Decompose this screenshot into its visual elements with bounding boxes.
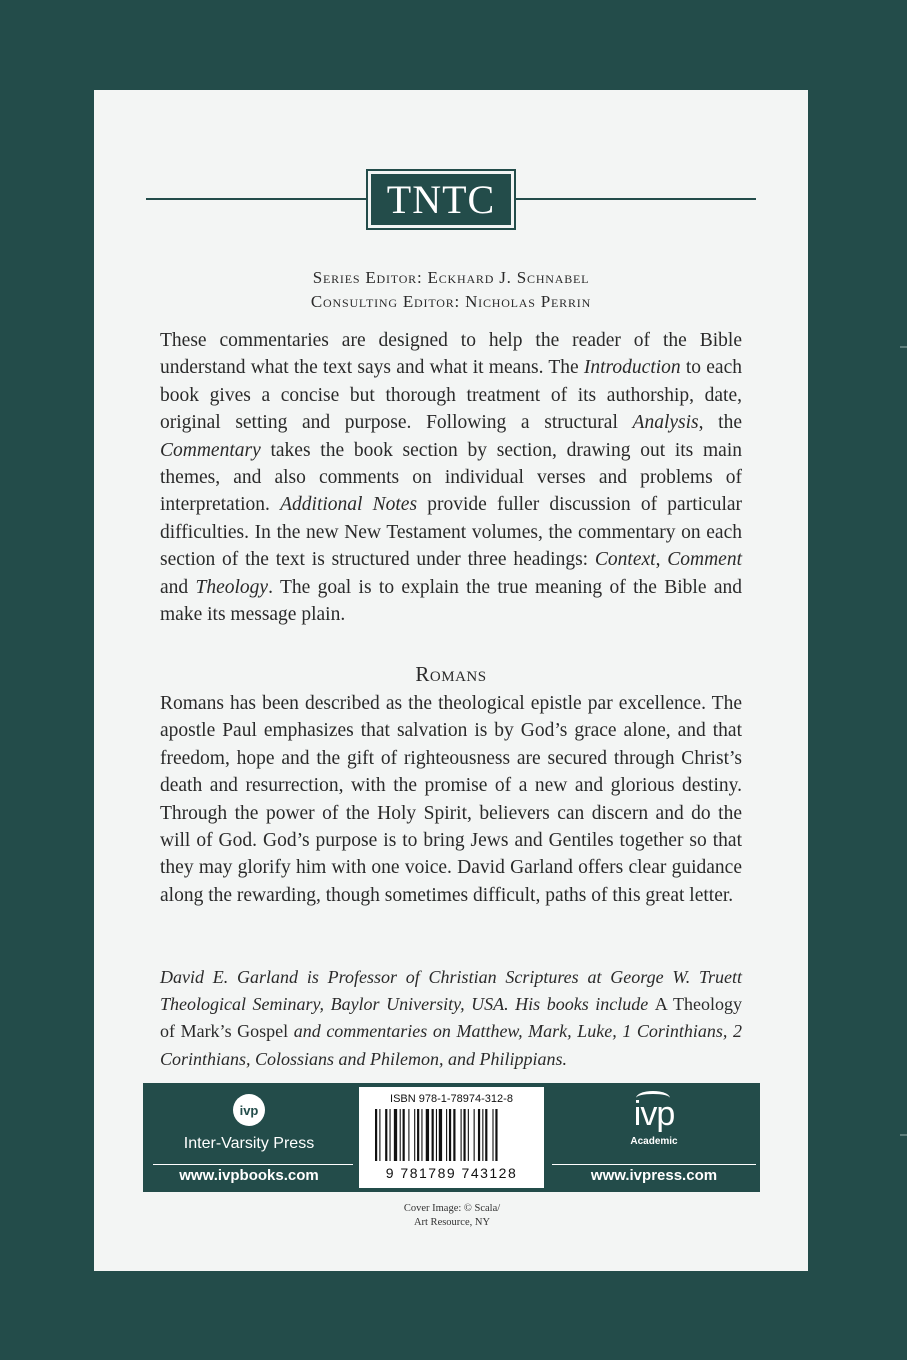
text: David E. Garland is Professor of Christian Scriptures at George W. Truett Theological Seminary, Baylor University, USA. His books include [160, 967, 742, 1015]
publisher-band [143, 1083, 760, 1192]
barcode-bar [474, 1109, 475, 1161]
cover-credit [352, 1202, 552, 1230]
barcode-bar [446, 1109, 447, 1161]
barcode-bar [482, 1109, 483, 1161]
emphasis: Theology [195, 576, 269, 598]
header-rule-left [146, 198, 366, 200]
imprint-name: Academic [630, 1136, 678, 1147]
barcode-bar [394, 1109, 397, 1161]
barcode [359, 1087, 544, 1188]
publisher-name: Inter-Varsity Press [183, 1135, 315, 1152]
header-rule-right [516, 198, 756, 200]
spine-tick [900, 1134, 907, 1136]
ivp-academic-logo: ivp [633, 1095, 675, 1133]
spine-tick [900, 346, 907, 348]
credit-line: Cover Image: © Scala/ [403, 1203, 501, 1214]
barcode-bar [421, 1109, 422, 1161]
barcode-bar [414, 1109, 415, 1161]
emphasis: Analysis [632, 412, 699, 434]
barcode-bar [417, 1109, 419, 1161]
emphasis: Additional Notes [280, 494, 418, 516]
barcode-bar [390, 1109, 391, 1161]
barcode-bar [485, 1109, 487, 1161]
series-description [160, 327, 742, 628]
ivp-academic-publisher [548, 1083, 760, 1192]
book-title: Romans [415, 662, 487, 686]
ivp-publisher [143, 1083, 355, 1192]
barcode-bar [426, 1109, 429, 1161]
ivp-logo-icon: ivp [233, 1094, 265, 1126]
emphasis: Context [594, 549, 656, 571]
barcode-bar [453, 1109, 455, 1161]
text: , the [698, 412, 743, 434]
barcode-bar [385, 1109, 387, 1161]
text: and commentaries on Matthew, Mark, Luke, 1 Corinthians, 2 Corinthians, Colossians and Philemon, and Philippians. [160, 1021, 743, 1069]
barcode-bar [400, 1109, 401, 1161]
emphasis: Commentary [160, 439, 261, 461]
consulting-editor: Consulting Editor: Nicholas Perrin [310, 292, 592, 311]
barcode-bar [461, 1109, 462, 1161]
book-title-ref: A Theology of Mark’s Gospel [160, 994, 742, 1042]
text: takes the book section by section, drawing out its main themes, and also comments on individual verses and problems of interpretation. [160, 439, 742, 516]
back-cover-panel [94, 90, 808, 1271]
author-bio [160, 964, 742, 1073]
barcode-bar [449, 1109, 451, 1161]
barcode-bar [408, 1109, 409, 1161]
text: . The goal is to explain the true meaning of the Bible and make its message plain. [160, 576, 743, 626]
text: provide fuller discussion of particular difficulties. In the new New Testament volumes, the commentary on each section of the text is structured under three headings: [160, 494, 743, 571]
emphasis: Introduction [583, 357, 681, 379]
barcode-bar [495, 1109, 497, 1161]
barcode-digits: 9 781789 743128 [385, 1165, 518, 1181]
emphasis: Comment [667, 549, 743, 571]
text: to each book gives a concise but thorough treatment of its authorship, date, original setting and purpose. Following a structural [160, 357, 742, 434]
text: These commentaries are designed to help the reader of the Bible understand what the text says and what it means. The [160, 330, 742, 379]
isbn-label: ISBN 978-1-78974-312-8 [390, 1093, 513, 1105]
barcode-bar [478, 1109, 480, 1161]
barcode-bar [439, 1109, 442, 1161]
barcode-bar [436, 1109, 437, 1161]
text: and [160, 576, 196, 598]
barcode-bars [375, 1109, 530, 1161]
series-logo [366, 169, 516, 230]
publisher-url[interactable]: www.ivpbooks.com [179, 1167, 319, 1184]
divider [153, 1164, 353, 1165]
publisher-url[interactable]: www.ivpress.com [590, 1167, 718, 1184]
barcode-bar [463, 1109, 465, 1161]
barcode-bar [375, 1109, 377, 1161]
text: , [655, 549, 668, 571]
barcode-bar [492, 1109, 493, 1161]
series-editor: Series Editor: Eckhard J. Schnabel [312, 268, 590, 287]
divider [552, 1164, 756, 1165]
series-logo-text: TNTC [371, 174, 511, 225]
barcode-bar [403, 1109, 405, 1161]
credit-line: Art Resource, NY [413, 1217, 491, 1228]
book-description: Romans has been described as the theological epistle par excellence. The apostle Paul emphasizes that salvation is by God’s grace alone, and that freedom, hope and the gift of righteousness are secured through Christ’s death and resurrection, with the promise of a new and glorious destiny. Through the power of the Holy Spirit, believers can discern and do the will of God. God’s purpose is to bring Jews and Gentiles together so that they may glorify him with one voice. David Garland offers clear guidance along the rewarding, though sometimes difficult, paths of this great letter. [160, 693, 742, 906]
barcode-bar [379, 1109, 380, 1161]
barcode-bar [432, 1109, 434, 1161]
editors [94, 266, 808, 314]
barcode-bar [468, 1109, 469, 1161]
